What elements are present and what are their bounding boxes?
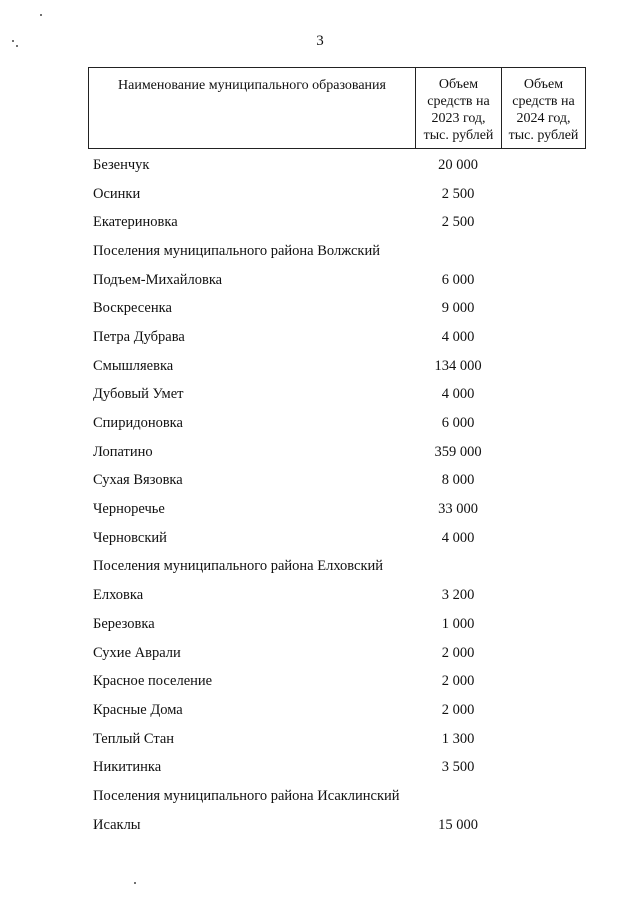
row-name: Сухие Аврали <box>93 644 181 661</box>
row-value-2023: 6 000 <box>441 271 475 288</box>
row-name: Никитинка <box>93 759 162 776</box>
table-row <box>88 639 586 668</box>
row-value-2023: 2 500 <box>441 185 475 202</box>
row-name: Красные Дома <box>93 701 183 718</box>
table-row <box>88 753 586 782</box>
table-row <box>88 151 586 180</box>
table-row <box>88 237 586 266</box>
row-name: Сухая Вязовка <box>93 472 183 489</box>
row-name: Дубовый Умет <box>93 386 184 403</box>
row-value-2023: 9 000 <box>441 300 475 317</box>
row-name: Красное поселение <box>93 673 213 690</box>
header-name-cell: Наименование муниципального образования <box>89 68 416 148</box>
row-value-2023: 2 500 <box>441 214 475 231</box>
row-name: Воскресенка <box>93 300 172 317</box>
table-row <box>88 381 586 410</box>
table-row <box>88 524 586 553</box>
row-name: Безенчук <box>93 156 150 173</box>
row-value-2023: 2 000 <box>441 644 475 661</box>
row-name: Подъем-Михайловка <box>93 271 223 288</box>
row-name: Исаклы <box>93 816 141 833</box>
row-value-2023: 20 000 <box>438 156 478 173</box>
table-row <box>88 438 586 467</box>
row-name: Поселения муниципального района Исаклинский <box>93 787 400 804</box>
row-value-2023: 4 000 <box>441 328 475 345</box>
row-value-2023: 33 000 <box>438 501 478 518</box>
row-name: Петра Дубрава <box>93 328 185 345</box>
row-name: Спиридоновка <box>93 415 183 432</box>
row-value-2023: 6 000 <box>441 415 475 432</box>
row-name: Черновский <box>93 529 167 546</box>
table-row <box>88 495 586 524</box>
page-number: 3 <box>316 33 324 49</box>
table-row <box>88 294 586 323</box>
row-value-2023: 15 000 <box>438 816 478 833</box>
table-row <box>88 266 586 295</box>
row-value-2023: 2 000 <box>441 701 475 718</box>
header-2024-cell: Объем средств на 2024 год, тыс. рублей <box>508 77 579 143</box>
table-row <box>88 467 586 496</box>
row-name: Березовка <box>93 615 155 632</box>
row-name: Елховка <box>93 587 144 604</box>
row-name: Черноречье <box>93 501 165 518</box>
row-name: Поселения муниципального района Елховский <box>93 558 384 575</box>
row-value-2023: 134 000 <box>434 357 482 374</box>
row-value-2023: 8 000 <box>441 472 475 489</box>
row-name: Теплый Стан <box>93 730 175 747</box>
row-name: Лопатино <box>93 443 153 460</box>
table-row <box>88 208 586 237</box>
table-row <box>88 667 586 696</box>
table-row <box>88 725 586 754</box>
table-row <box>88 581 586 610</box>
table-row <box>88 811 586 840</box>
row-value-2023: 2 000 <box>441 673 475 690</box>
row-value-2023: 1 000 <box>441 615 475 632</box>
row-value-2023: 4 000 <box>441 529 475 546</box>
row-name: Смышляевка <box>93 357 174 374</box>
row-value-2023: 359 000 <box>434 443 482 460</box>
table-row <box>88 610 586 639</box>
row-value-2023: 3 500 <box>441 759 475 776</box>
table-header <box>88 67 586 149</box>
table-row <box>88 352 586 381</box>
table-row <box>88 696 586 725</box>
row-name: Поселения муниципального района Волжский <box>93 242 380 259</box>
header-2023-cell: Объем средств на 2023 год, тыс. рублей <box>416 68 502 148</box>
table-row <box>88 409 586 438</box>
row-name: Осинки <box>93 185 141 202</box>
table-row <box>88 180 586 209</box>
row-name: Екатериновка <box>93 214 178 231</box>
row-value-2023: 3 200 <box>441 587 475 604</box>
table-body <box>88 151 586 840</box>
table-row <box>88 553 586 582</box>
row-value-2023: 4 000 <box>441 386 475 403</box>
row-value-2023: 1 300 <box>441 730 475 747</box>
table-row <box>88 782 586 811</box>
table-row <box>88 323 586 352</box>
